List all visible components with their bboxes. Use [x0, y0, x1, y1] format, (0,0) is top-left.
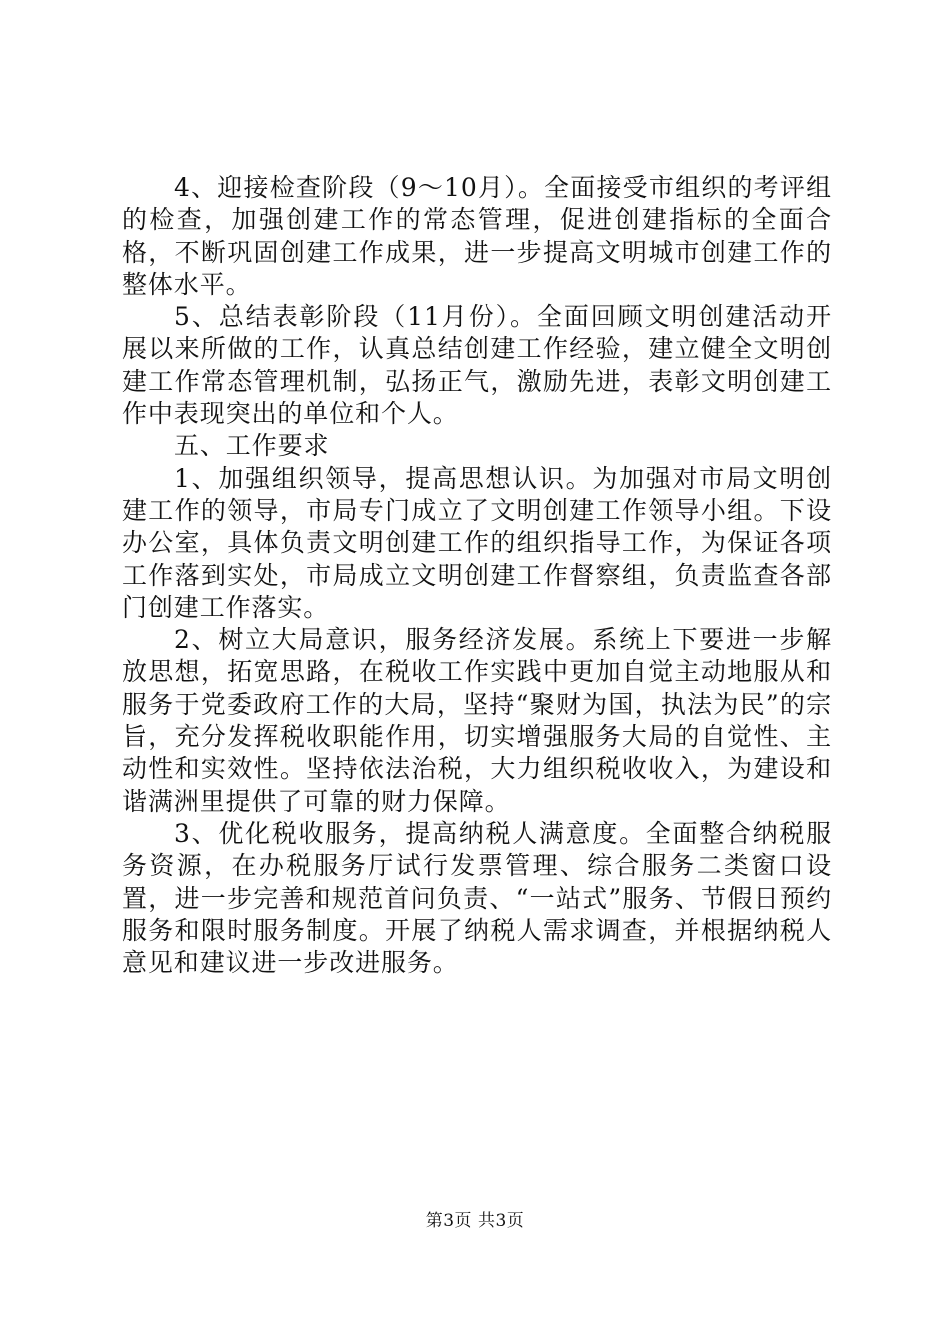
paragraph-stage-5: 5、总结表彰阶段（11月份）。全面回顾文明创建活动开展以来所做的工作，认真总结创建工作经验，建立健全文明创建工作常态管理机制，弘扬正气，激励先进，表彰文明创建工作中表现突出的单位和个人。	[122, 302, 832, 429]
page-footer: 第3页 共3页	[425, 1211, 525, 1231]
requirement-3: 3、优化税收服务，提高纳税人满意度。全面整合纳税服务资源，在办税服务厅试行发票管理、综合服务二类窗口设置，进一步完善和规范首问负责、“一站式”服务、节假日预约服务和限时服务制度。开展了纳税人需求调查，并根据纳税人意见和建议进一步改进服务。	[122, 818, 832, 978]
section-heading: 五、工作要求	[174, 431, 330, 461]
requirement-2: 2、树立大局意识，服务经济发展。系统上下要进一步解放思想，拓宽思路，在税收工作实践中更加自觉主动地服从和服务于党委政府工作的大局，坚持“聚财为国，执法为民”的宗旨，充分发挥税收职能作用，切实增强服务大局的自觉性、主动性和实效性。坚持依法治税，大力组织税收收入，为建设和谐满洲里提供了可靠的财力保障。	[122, 625, 832, 816]
document-body	[122, 172, 832, 979]
paragraph-stage-4: 4、迎接检查阶段（9～10月）。全面接受市组织的考评组的检查，加强创建工作的常态管理，促进创建指标的全面合格，不断巩固创建工作成果，进一步提高文明城市创建工作的整体水平。	[122, 173, 832, 299]
requirement-1: 1、加强组织领导，提高思想认识。为加强对市局文明创建工作的领导，市局专门成立了文明创建工作领导小组。下设办公室，具体负责文明创建工作的组织指导工作，为保证各项工作落到实处，市局成立文明创建工作督察组，负责监查各部门创建工作落实。	[122, 463, 832, 622]
